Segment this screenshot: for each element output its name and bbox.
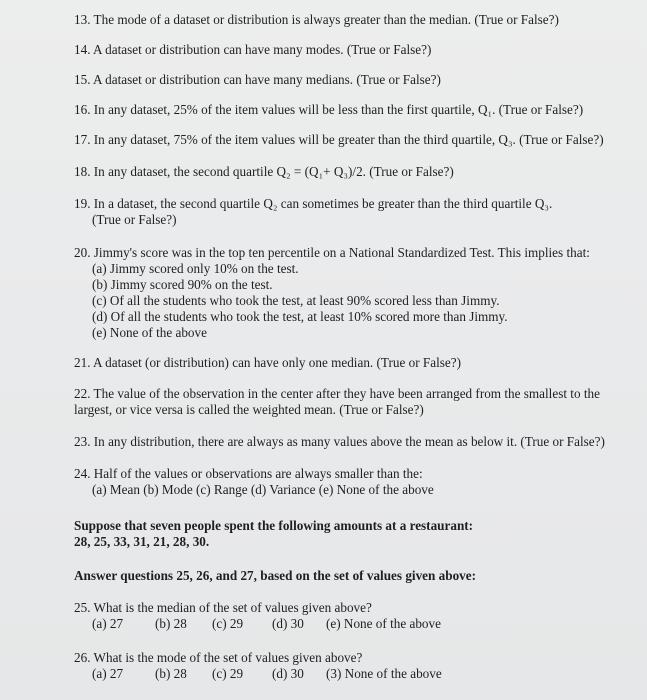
question-19-line1: 19. In a dataset, the second quartile Q₂ can sometimes be greater than the third quartile Q₃. <box>74 196 553 211</box>
question-20-stem: 20. Jimmy's score was in the top ten percentile on a National Standardized Test. This implies that: <box>74 245 590 260</box>
question-22-line2: largest, or vice versa is called the weighted mean. (True or False?) <box>74 402 424 417</box>
question-24-options: (a) Mean (b) Mode (c) Range (d) Variance (e) None of the above <box>92 482 434 497</box>
question-15: 15. A dataset or distribution can have many medians. (True or False?) <box>74 72 441 87</box>
question-26-options <box>92 666 442 681</box>
question-26-option-e: (3) None of the above <box>326 666 442 681</box>
question-22-line1: 22. The value of the observation in the center after they have been arranged from the smallest to the <box>74 386 600 401</box>
question-20-option-b: (b) Jimmy scored 90% on the test. <box>92 277 273 292</box>
question-25-options <box>92 616 441 631</box>
question-26-option-d: (d) 30 <box>272 666 304 681</box>
instruction: Answer questions 25, 26, and 27, based on the set of values given above: <box>74 568 477 583</box>
question-26-option-b: (b) 28 <box>155 666 187 681</box>
question-23: 23. In any distribution, there are always as many values above the mean as below it. (True or False?) <box>74 434 605 449</box>
scenario-line2: 28, 25, 33, 31, 21, 28, 30. <box>74 534 210 549</box>
question-19-line2: (True or False?) <box>92 212 177 227</box>
question-17: 17. In any dataset, 75% of the item values will be greater than the third quartile, Q₃. (True or False?) <box>74 132 604 147</box>
question-14: 14. A dataset or distribution can have many modes. (True or False?) <box>74 42 432 57</box>
question-26-stem: 26. What is the mode of the set of values given above? <box>74 650 363 665</box>
question-13: 13. The mode of a dataset or distribution is always greater than the median. (True or False?) <box>74 12 559 27</box>
question-25-option-e: (e) None of the above <box>326 616 441 631</box>
question-25-option-c: (c) 29 <box>212 616 244 631</box>
question-20-option-e: (e) None of the above <box>92 325 207 340</box>
question-24-stem: 24. Half of the values or observations are always smaller than the: <box>74 466 423 481</box>
question-25-option-a: (a) 27 <box>92 616 124 631</box>
question-25-option-d: (d) 30 <box>272 616 304 631</box>
question-18: 18. In any dataset, the second quartile Q₂ = (Q₁+ Q₃)/2. (True or False?) <box>74 164 454 179</box>
question-26-option-a: (a) 27 <box>92 666 124 681</box>
question-21: 21. A dataset (or distribution) can have only one median. (True or False?) <box>74 355 461 370</box>
question-20-option-c: (c) Of all the students who took the test, at least 90% scored less than Jimmy. <box>92 293 500 308</box>
question-20-option-d: (d) Of all the students who took the test, at least 10% scored more than Jimmy. <box>92 309 508 324</box>
question-16: 16. In any dataset, 25% of the item values will be less than the first quartile, Q₁. (True or False?) <box>74 102 584 117</box>
scenario-line1: Suppose that seven people spent the following amounts at a restaurant: <box>74 518 474 533</box>
question-25-option-b: (b) 28 <box>155 616 187 631</box>
question-26-option-c: (c) 29 <box>212 666 244 681</box>
question-20-option-a: (a) Jimmy scored only 10% on the test. <box>92 261 299 276</box>
question-25-stem: 25. What is the median of the set of values given above? <box>74 600 372 615</box>
